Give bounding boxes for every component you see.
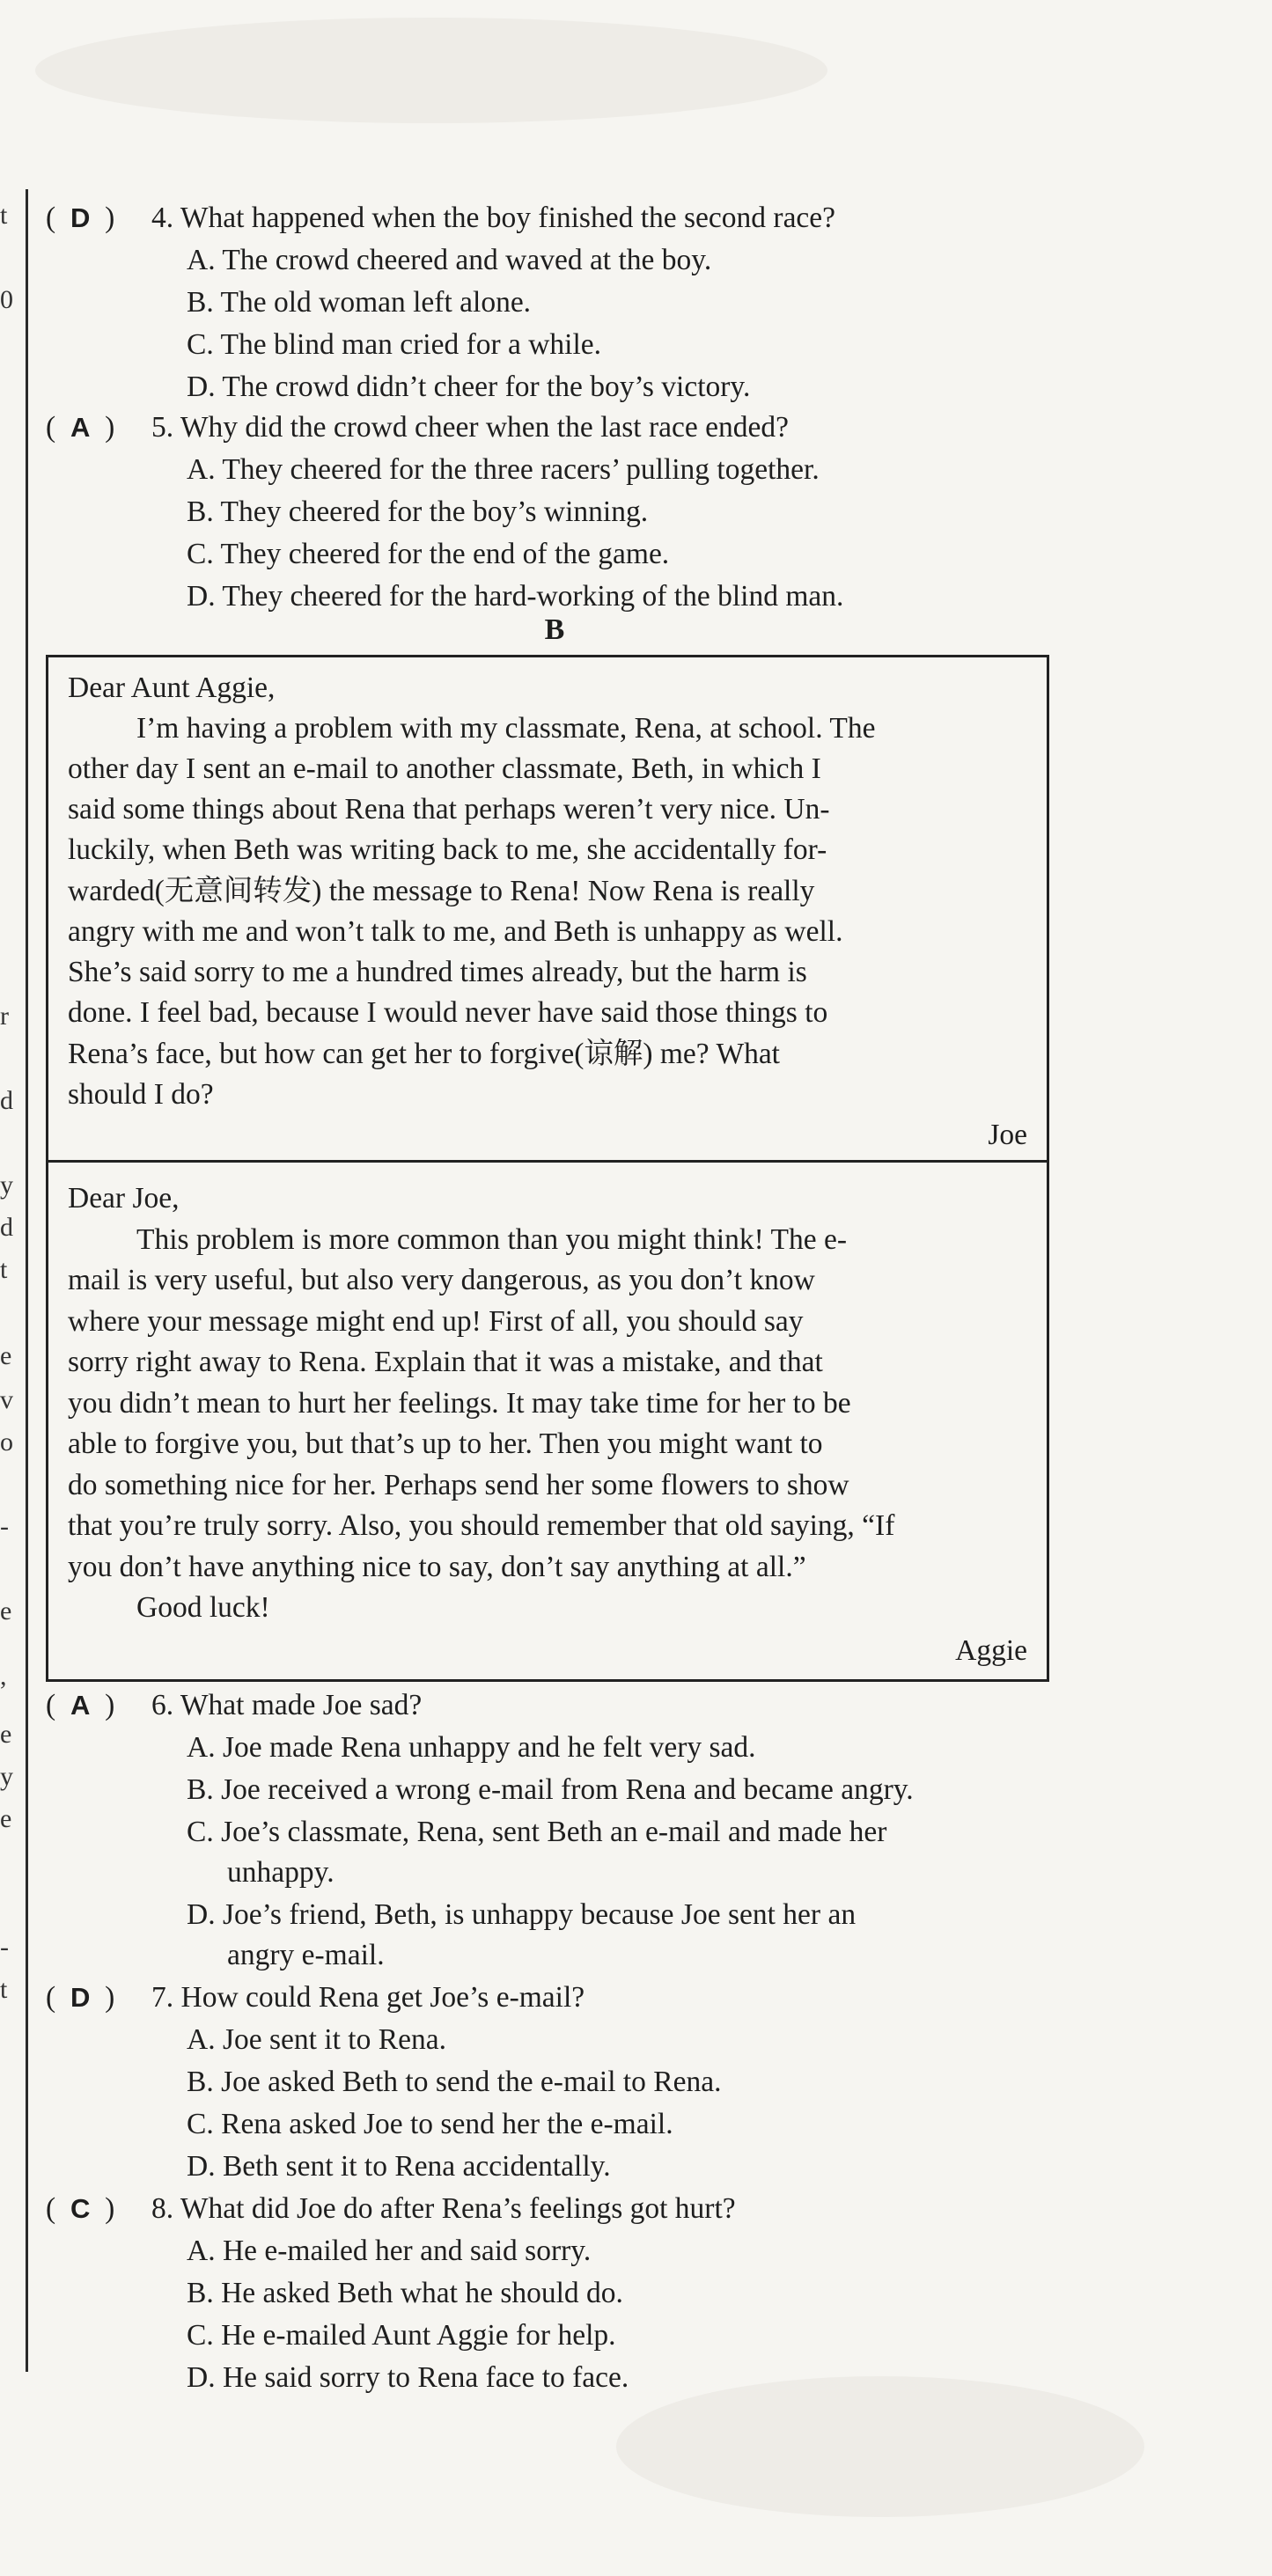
letter-to-aggie bbox=[46, 655, 1049, 1163]
letter-line: that you’re truly sorry. Also, you should remember that old saying, “If bbox=[68, 1509, 895, 1542]
question-stem: 5. Why did the crowd cheer when the last race ended? bbox=[151, 411, 789, 444]
letter-line: mail is very useful, but also very dangerous, as you don’t know bbox=[68, 1264, 815, 1296]
option-6a: A. Joe made Rena unhappy and he felt very sad. bbox=[187, 1731, 756, 1764]
letter-greeting: Dear Joe, bbox=[68, 1182, 180, 1215]
edge-fragment: , bbox=[0, 1662, 7, 1691]
margin-rule bbox=[26, 189, 28, 2372]
option-5a: A. They cheered for the three racers’ pulling together. bbox=[187, 453, 820, 486]
letter-line: Rena’s face, but how can get her to forgive(谅解) me? What bbox=[68, 1038, 780, 1070]
option-8a: A. He e-mailed her and said sorry. bbox=[187, 2235, 592, 2267]
question-7 bbox=[46, 1977, 1102, 2019]
edge-fragment: e bbox=[0, 1804, 12, 1833]
option-8d: D. He said sorry to Rena face to face. bbox=[187, 2361, 629, 2394]
option-7a: A. Joe sent it to Rena. bbox=[187, 2023, 446, 2056]
letter-line: should I do? bbox=[68, 1078, 214, 1111]
edge-fragment: r bbox=[0, 1002, 9, 1031]
option-5c: C. They cheered for the end of the game. bbox=[187, 538, 670, 570]
answer-8: C bbox=[70, 2193, 91, 2224]
option-4d: D. The crowd didn’t cheer for the boy’s victory. bbox=[187, 371, 751, 403]
option-5d: D. They cheered for the hard-working of the blind man. bbox=[187, 580, 844, 613]
answer-bracket: ( D ) bbox=[46, 1977, 151, 2019]
letter-line: luckily, when Beth was writing back to me, she accidentally for- bbox=[68, 833, 827, 866]
option-4a: A. The crowd cheered and waved at the boy. bbox=[187, 244, 712, 276]
edge-fragment: t bbox=[0, 1255, 8, 1284]
letter-signature: Joe bbox=[988, 1119, 1027, 1151]
answer-5: A bbox=[70, 412, 91, 443]
edge-fragment: 0 bbox=[0, 285, 13, 314]
edge-fragment: t bbox=[0, 201, 8, 230]
edge-fragment: t bbox=[0, 1975, 8, 2004]
edge-fragment: - bbox=[0, 1933, 9, 1962]
scan-smudge bbox=[35, 18, 827, 123]
option-7d: D. Beth sent it to Rena accidentally. bbox=[187, 2150, 611, 2183]
answer-bracket: ( D ) bbox=[46, 197, 151, 239]
letter-line: warded(无意间转发) the message to Rena! Now Rena is really bbox=[68, 875, 815, 907]
letter-line: She’s said sorry to me a hundred times already, but the harm is bbox=[68, 956, 807, 988]
letter-line: do something nice for her. Perhaps send her some flowers to show bbox=[68, 1469, 849, 1501]
edge-fragment: e bbox=[0, 1341, 12, 1370]
edge-fragment: d bbox=[0, 1213, 13, 1242]
question-4 bbox=[46, 197, 1102, 239]
option-4c: C. The blind man cried for a while. bbox=[187, 328, 602, 361]
question-stem: 6. What made Joe sad? bbox=[151, 1689, 423, 1721]
option-8c: C. He e-mailed Aunt Aggie for help. bbox=[187, 2319, 616, 2352]
letter-line: other day I sent an e-mail to another classmate, Beth, in which I bbox=[68, 752, 821, 785]
question-8 bbox=[46, 2188, 1102, 2230]
letter-line: where your message might end up! First of all, you should say bbox=[68, 1305, 804, 1338]
option-7b: B. Joe asked Beth to send the e-mail to Rena. bbox=[187, 2066, 722, 2098]
letter-line: This problem is more common than you might think! The e- bbox=[136, 1223, 847, 1256]
question-6 bbox=[46, 1684, 1102, 1727]
question-stem: 8. What did Joe do after Rena’s feelings got hurt? bbox=[151, 2192, 736, 2225]
edge-fragment: e bbox=[0, 1720, 12, 1749]
section-heading: B bbox=[544, 613, 565, 646]
option-6b: B. Joe received a wrong e-mail from Rena and became angry. bbox=[187, 1773, 914, 1806]
option-5b: B. They cheered for the boy’s winning. bbox=[187, 495, 649, 528]
edge-fragment: v bbox=[0, 1385, 13, 1414]
answer-7: D bbox=[70, 1982, 91, 2013]
answer-bracket: ( C ) bbox=[46, 2188, 151, 2230]
letter-line: able to forgive you, but that’s up to her. Then you might want to bbox=[68, 1427, 823, 1460]
answer-6: A bbox=[70, 1690, 91, 1721]
edge-fragment: y bbox=[0, 1762, 13, 1791]
option-4b: B. The old woman left alone. bbox=[187, 286, 532, 319]
option-8b: B. He asked Beth what he should do. bbox=[187, 2277, 623, 2309]
letter-signature: Aggie bbox=[955, 1634, 1027, 1667]
letter-line: you don’t have anything nice to say, don’t say anything at all.” bbox=[68, 1551, 806, 1583]
edge-fragment: o bbox=[0, 1427, 13, 1457]
letter-line: angry with me and won’t talk to me, and Beth is unhappy as well. bbox=[68, 915, 843, 948]
option-7c: C. Rena asked Joe to send her the e-mail. bbox=[187, 2108, 673, 2140]
option-6d: D. Joe’s friend, Beth, is unhappy because Joe sent her an bbox=[187, 1898, 857, 1931]
letter-line: Good luck! bbox=[136, 1591, 270, 1624]
letter-line: done. I feel bad, because I would never have said those things to bbox=[68, 996, 828, 1029]
edge-fragment: d bbox=[0, 1086, 13, 1115]
answer-bracket: ( A ) bbox=[46, 1684, 151, 1727]
edge-fragment: - bbox=[0, 1512, 9, 1541]
option-6c-cont: unhappy. bbox=[227, 1856, 335, 1889]
question-5 bbox=[46, 407, 1102, 449]
option-6c: C. Joe’s classmate, Rena, sent Beth an e-mail and made her bbox=[187, 1816, 887, 1848]
edge-fragment: y bbox=[0, 1171, 13, 1200]
question-stem: 4. What happened when the boy finished the second race? bbox=[151, 202, 836, 234]
letter-line: sorry right away to Rena. Explain that it was a mistake, and that bbox=[68, 1346, 823, 1378]
question-stem: 7. How could Rena get Joe’s e-mail? bbox=[151, 1981, 585, 2014]
option-6d-cont: angry e-mail. bbox=[227, 1939, 385, 1971]
letter-greeting: Dear Aunt Aggie, bbox=[68, 672, 276, 704]
answer-4: D bbox=[70, 202, 91, 233]
answer-bracket: ( A ) bbox=[46, 407, 151, 449]
letter-line: you didn’t mean to hurt her feelings. It may take time for her to be bbox=[68, 1387, 851, 1420]
edge-fragment: e bbox=[0, 1596, 12, 1626]
letter-line: said some things about Rena that perhaps weren’t very nice. Un- bbox=[68, 793, 830, 826]
letter-to-joe bbox=[46, 1163, 1049, 1682]
letter-line: I’m having a problem with my classmate, Rena, at school. The bbox=[136, 712, 876, 745]
